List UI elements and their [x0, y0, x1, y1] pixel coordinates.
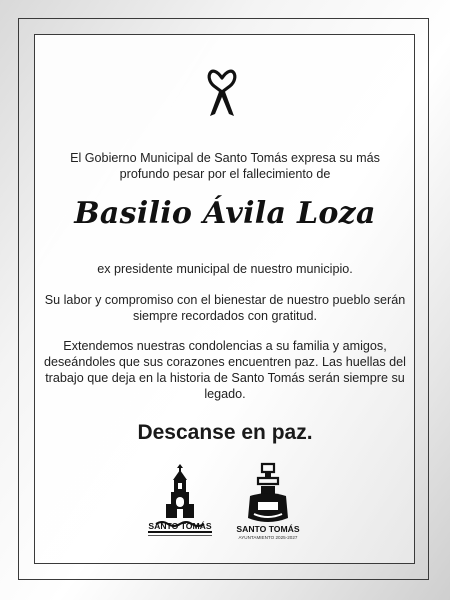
- intro-paragraph: El Gobierno Municipal de Santo Tomás expresa su más profundo pesar por el fallecimiento de: [70, 151, 380, 181]
- left-logo-name: SANTO TOMÁS: [148, 521, 212, 531]
- tribute-paragraph: Su labor y compromiso con el bienestar de nuestro pueblo serán siempre recordados con gratitud.: [44, 293, 406, 323]
- left-logo-underline: [148, 531, 212, 533]
- right-logo-name: SANTO TOMÁS: [236, 524, 300, 534]
- left-logo-rule: [148, 535, 212, 536]
- right-logo-subtitle: AYUNTAMIENTO 2025-2027: [238, 535, 298, 540]
- deceased-name: Basilio Ávila Loza: [74, 196, 376, 231]
- closing-message: Descanse en paz.: [137, 421, 313, 444]
- role-paragraph: ex presidente municipal de nuestro municipio.: [97, 262, 353, 276]
- condolences-paragraph: Extendemos nuestras condolencias a su familia y amigos, deseándoles que sus corazones encuentren paz. Las huellas del trabajo que deja en la historia de Santo Tomás serán siempre su legado.: [44, 339, 406, 401]
- mourning-ribbon-icon: [205, 58, 239, 118]
